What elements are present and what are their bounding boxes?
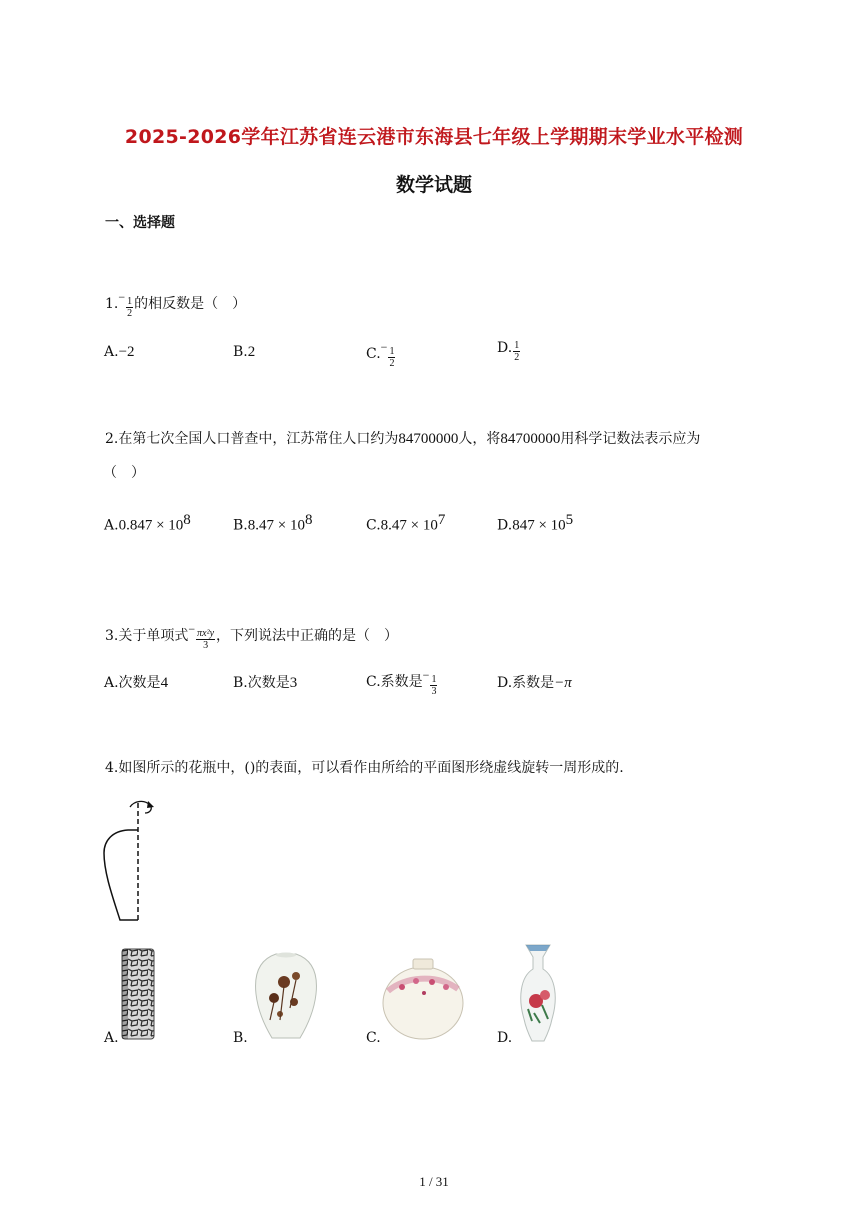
q1-c-num: 1 bbox=[389, 346, 395, 357]
q2-number-2: 84700000 bbox=[500, 431, 561, 447]
rotation-figure bbox=[98, 793, 162, 925]
q1-option-b bbox=[233, 344, 255, 361]
q3-d-label: D.系数是 bbox=[497, 675, 555, 691]
q1-d-num: 1 bbox=[514, 340, 520, 351]
q2-c-base: 8.47 × 10 bbox=[380, 517, 438, 534]
q2-a-label: A. bbox=[104, 517, 119, 534]
q3-prefix: 3.关于单项式 bbox=[105, 628, 189, 644]
section-heading: 一、选择题 bbox=[105, 215, 175, 231]
q3-minus: − bbox=[188, 622, 196, 636]
q1-tail: 的相反数是（ ） bbox=[134, 296, 247, 312]
q2-c-label: C. bbox=[366, 517, 381, 534]
q2-text-a: 2.在第七次全国人口普查中，江苏常住人口约为 bbox=[105, 431, 399, 447]
q3-c-label: C.系数是 bbox=[366, 674, 423, 690]
q1-b-value: 2 bbox=[247, 344, 256, 360]
q1-c-den: 2 bbox=[389, 358, 395, 369]
q3-c-den: 3 bbox=[431, 686, 437, 697]
q3-c-fraction bbox=[430, 674, 437, 697]
q4-option-a: A. bbox=[104, 1030, 119, 1046]
q4-option-d: D. bbox=[497, 1030, 513, 1046]
page-number: 1 / 31 bbox=[419, 1174, 449, 1189]
q1-option-a bbox=[104, 344, 135, 361]
q1-minus: − bbox=[118, 290, 126, 304]
q1-a-label: A. bbox=[104, 344, 119, 360]
q3-option-d bbox=[497, 672, 572, 692]
q2-d-label: D. bbox=[497, 517, 513, 534]
q3-frac-num: πx²y bbox=[197, 628, 215, 639]
q3-d-value: −π bbox=[554, 675, 572, 691]
question-3-stem bbox=[105, 618, 398, 651]
q3-fraction bbox=[196, 628, 215, 651]
q3-frac-den: 3 bbox=[203, 640, 209, 651]
q1-c-fraction bbox=[388, 346, 395, 369]
q1-d-den: 2 bbox=[514, 352, 520, 363]
q2-b-exp: 8 bbox=[304, 512, 313, 528]
q2-option-c bbox=[366, 512, 445, 535]
q3-b-value: 3 bbox=[289, 675, 298, 691]
q2-option-d bbox=[497, 512, 573, 535]
q1-frac-num: 1 bbox=[127, 296, 133, 307]
page-subtitle: 数学试题 bbox=[395, 174, 472, 196]
vase-a-image bbox=[118, 947, 158, 1041]
q2-b-label: B. bbox=[233, 517, 248, 534]
q3-option-b bbox=[233, 672, 297, 692]
q2-option-a bbox=[104, 512, 191, 535]
question-4-stem: 4.如图所示的花瓶中，()的表面，可以看作由所给的平面图形绕虚线旋转一周形成的. bbox=[105, 760, 624, 776]
q1-c-minus: − bbox=[380, 340, 388, 354]
q2-a-exp: 8 bbox=[183, 512, 191, 528]
q2-answer-paren: （ ） bbox=[103, 465, 145, 481]
vase-profile bbox=[104, 830, 138, 920]
q3-c-minus: − bbox=[422, 668, 430, 682]
q1-option-d bbox=[497, 340, 521, 363]
q1-fraction bbox=[126, 296, 133, 319]
page-title: 2025-2026学年江苏省连云港市东海县七年级上学期期末学业水平检测 bbox=[124, 126, 744, 148]
q2-text-b: 人，将 bbox=[458, 431, 501, 447]
vase-d-image bbox=[512, 943, 564, 1043]
q3-a-value: 4 bbox=[160, 675, 169, 691]
q4-option-c: C. bbox=[366, 1030, 381, 1046]
q1-c-label: C. bbox=[366, 346, 381, 362]
q2-text-c: 用科学记数法表示应为 bbox=[560, 431, 701, 447]
q2-d-exp: 5 bbox=[565, 512, 574, 528]
q1-number: 1. bbox=[105, 296, 119, 312]
q2-c-exp: 7 bbox=[437, 512, 446, 528]
q2-d-base: 847 × 10 bbox=[512, 517, 566, 534]
q2-number-1: 84700000 bbox=[398, 431, 459, 447]
q3-a-label: A.次数是 bbox=[104, 675, 161, 691]
q3-b-label: B.次数是 bbox=[233, 675, 290, 691]
q2-option-b bbox=[233, 512, 312, 535]
q3-option-c bbox=[366, 668, 438, 697]
q2-b-base: 8.47 × 10 bbox=[247, 517, 305, 534]
arrow-head bbox=[147, 801, 154, 808]
q2-a-base: 0.847 × 10 bbox=[118, 517, 184, 534]
vase-c-image bbox=[380, 955, 466, 1041]
q1-frac-den: 2 bbox=[127, 308, 133, 319]
q3-option-a bbox=[104, 672, 168, 692]
q1-option-c bbox=[366, 340, 396, 369]
question-2-stem bbox=[105, 428, 700, 450]
q3-c-num: 1 bbox=[431, 674, 437, 685]
vase-b-image bbox=[250, 950, 322, 1042]
q3-tail: ，下列说法中正确的是（ ） bbox=[216, 628, 399, 644]
q1-a-value: −2 bbox=[118, 344, 135, 360]
q1-b-label: B. bbox=[233, 344, 248, 360]
q1-d-label: D. bbox=[497, 340, 513, 356]
question-1-stem bbox=[105, 286, 246, 319]
q4-option-b: B. bbox=[233, 1030, 248, 1046]
q1-d-fraction bbox=[513, 340, 520, 363]
